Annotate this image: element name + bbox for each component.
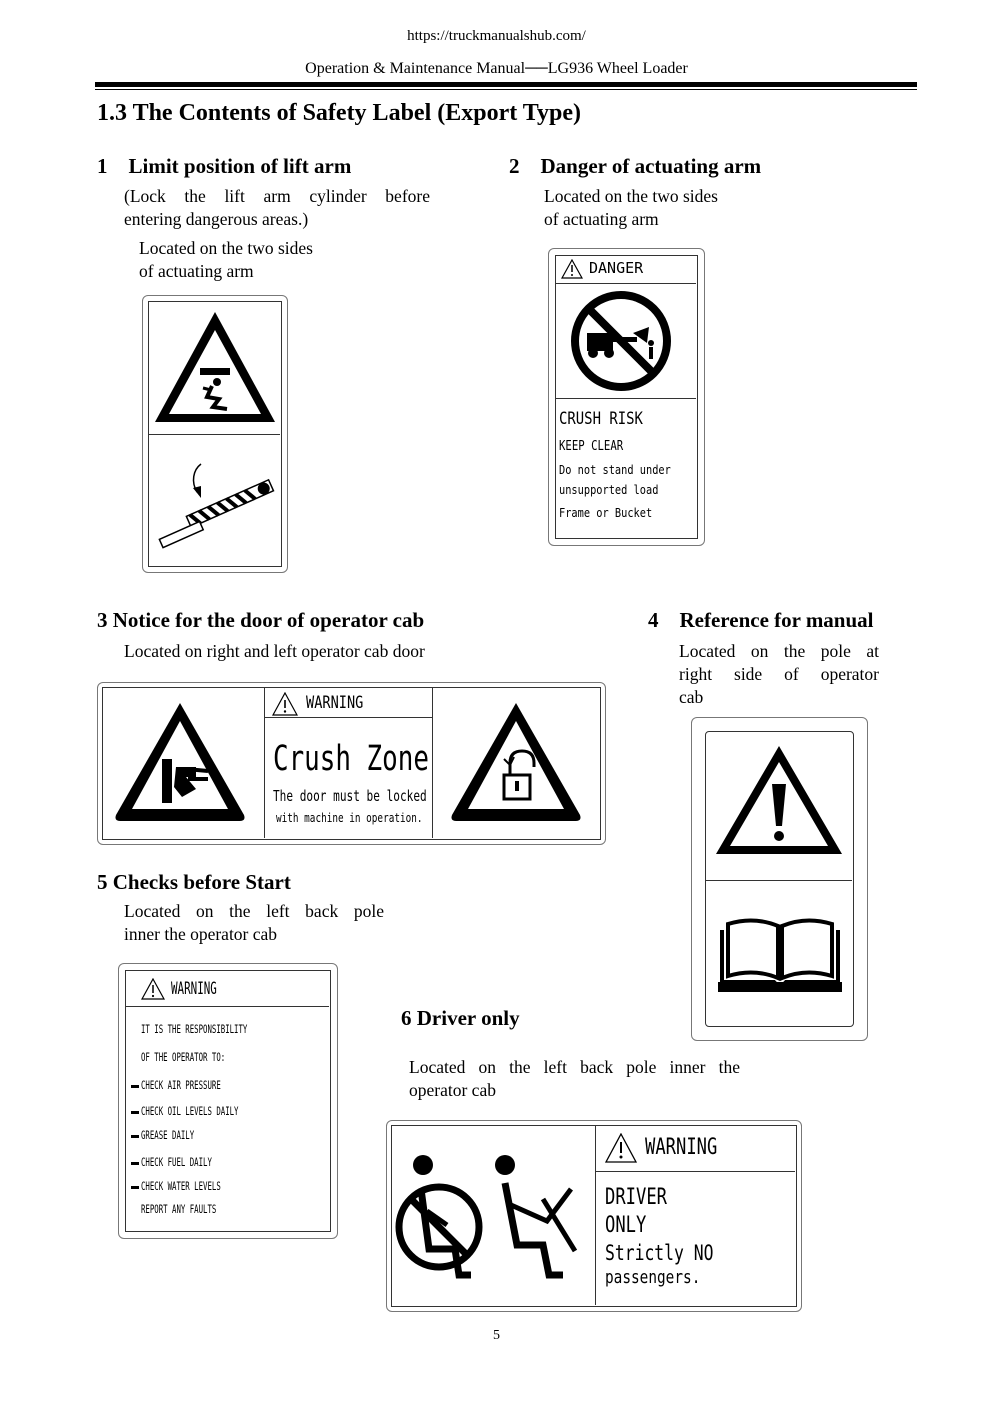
label-4-location-line1: Located on the pole at [679,641,879,661]
check-item: CHECK OIL LEVELS DAILY [141,1104,239,1118]
manual-title: Operation & Maintenance Manual──LG936 Wheel Loader [305,60,688,77]
label-2-sign-line4: unsupported load [559,483,659,497]
label-5-heading: 5 Checks before Start [97,870,291,894]
header-rule-thin [95,89,917,90]
label-2-sign-line2: KEEP CLEAR [559,439,624,454]
label-3-location: Located on right and left operator cab door [124,641,425,661]
no-passenger-icon [393,1149,593,1299]
header-url: https://truckmanualshub.com/ [407,28,586,44]
section-title: 1.3 The Contents of Safety Label (Export Type) [97,100,582,126]
check-bullet-icon [131,1135,139,1138]
label-5-location-line2: inner the operator cab [124,924,278,944]
label-4-location-line2: right side of operator [679,664,879,684]
label-3-sign-line1: The door must be locked [273,787,427,805]
label-1-location-line2: of actuating arm [139,261,254,281]
label-5-sign-header: WARNING [171,979,217,999]
label-2-heading: 2 Danger of actuating arm [509,154,762,178]
check-bullet-icon [131,1111,139,1114]
label-5-sign-line2: OF THE OPERATOR TO: [141,1050,226,1064]
label-1-heading: 1 Limit position of lift arm [97,154,352,178]
hand-crush-icon [112,697,248,825]
lift-arm-lock-icon [149,436,281,566]
label-6-sign-line4: passengers. [605,1267,701,1288]
label-3-sign-header: WARNING [306,693,364,713]
label-6-sign-line2: ONLY [605,1213,647,1238]
label-6-heading: 6 Driver only [401,1006,520,1030]
label-3-sign-line2: with machine in operation. [276,811,423,825]
no-standing-under-load-icon [569,289,673,393]
label-5-sign-line1: IT IS THE RESPONSIBILITY [141,1022,248,1036]
door-lock-icon [448,697,584,825]
warning-triangle-icon [141,978,165,1000]
label-6-sign-line1: DRIVER [605,1185,667,1210]
warning-triangle-icon [561,259,583,279]
label-4-location-line3: cab [679,687,704,707]
label-6-location-line1: Located on the left back pole inner the [409,1057,740,1077]
warning-triangle-icon [605,1133,637,1163]
check-item: CHECK AIR PRESSURE [141,1078,221,1092]
header-rule-thick [95,82,917,87]
label-1-note-line1: (Lock the lift arm cylinder before [124,186,430,206]
check-bullet-icon [131,1162,139,1165]
label-6-sign-line3: Strictly NO [605,1241,714,1265]
label-3-heading: 3 Notice for the door of operator cab [97,608,425,632]
label-1-note-line2: entering dangerous areas.) [124,209,309,229]
label-2-sign-header: DANGER [589,259,644,277]
label-2-sign-line1: CRUSH RISK [559,409,643,429]
label-1-location-line1: Located on the two sides [139,238,313,258]
label-5-sign-last: REPORT ANY FAULTS [141,1202,217,1216]
label-6-sign [386,1120,802,1312]
check-bullet-icon [131,1085,139,1088]
label-3-sign [97,682,606,845]
label-1-sign [142,295,288,573]
label-3-sign-title: Crush Zone [273,739,429,779]
check-item: CHECK FUEL DAILY [141,1155,212,1169]
check-item: CHECK WATER LEVELS [141,1179,221,1193]
label-2-sign-line5: Frame or Bucket [559,506,653,520]
label-6-location-line2: operator cab [409,1080,496,1100]
label-2-sign-line3: Do not stand under [559,463,671,477]
check-item: GREASE DAILY [141,1128,195,1142]
label-4-heading: 4 Reference for manual [648,608,874,632]
label-2-sign [548,248,705,546]
exclamation-warning-icon [712,742,846,858]
label-2-location-line1: Located on the two sides [544,186,718,206]
label-5-location-line1: Located on the left back pole [124,901,384,921]
manual-book-icon [718,912,842,996]
label-2-location-line2: of actuating arm [544,209,659,229]
crush-hazard-icon [149,302,281,434]
label-5-sign [118,963,338,1239]
page-number: 5 [493,1328,500,1343]
check-bullet-icon [131,1186,139,1189]
warning-triangle-icon [272,692,298,716]
label-6-sign-header: WARNING [645,1135,718,1160]
label-4-sign [691,717,868,1041]
